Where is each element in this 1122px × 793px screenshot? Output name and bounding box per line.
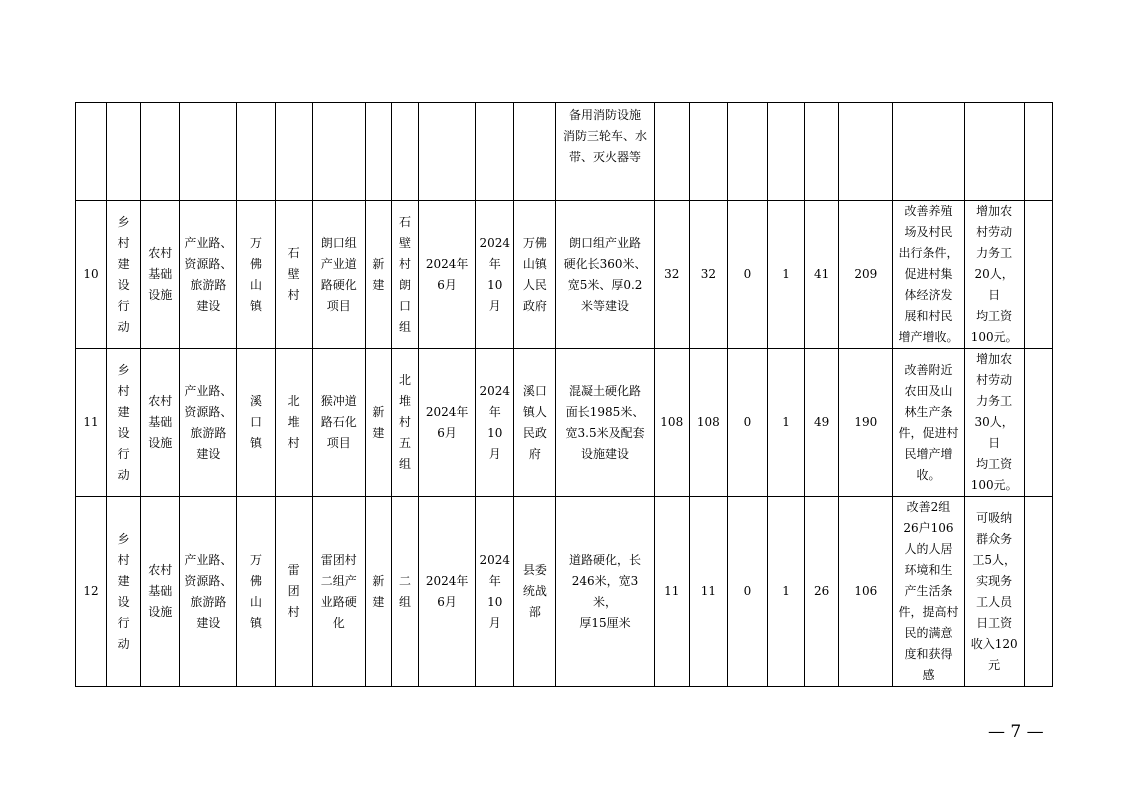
cell-end xyxy=(476,103,514,201)
cell-category: 乡 村 建 设 行 动 xyxy=(107,349,141,497)
cell-town: 万 佛 山 镇 xyxy=(237,497,275,687)
cell-type: 农村 基础 设施 xyxy=(141,201,180,349)
cell-c3: 106 xyxy=(839,497,893,687)
cell-remark xyxy=(1024,349,1052,497)
cell-content: 备用消防设施 消防三轮车、水 带、灭火器等 xyxy=(556,103,654,201)
cell-mechanism: 增加农 村劳动 力务工 30人，日 均工资 100元。 xyxy=(964,349,1024,497)
cell-location: 二 组 xyxy=(391,497,418,687)
cell-other xyxy=(727,103,767,201)
cell-start: 2024年 6月 xyxy=(419,201,476,349)
cell-c3: 209 xyxy=(839,201,893,349)
cell-location: 北 堆 村 五 组 xyxy=(391,349,418,497)
cell-c1: 1 xyxy=(768,349,805,497)
cell-c2: 41 xyxy=(805,201,839,349)
cell-c1: 1 xyxy=(768,497,805,687)
cell-type: 农村 基础 设施 xyxy=(141,497,180,687)
cell-remark xyxy=(1024,497,1052,687)
cell-c2 xyxy=(805,103,839,201)
cell-remark xyxy=(1024,201,1052,349)
cell-benefit xyxy=(893,103,964,201)
cell-nature: 新 建 xyxy=(365,349,391,497)
cell-content: 朗口组产业路 硬化长360米、 宽5米、厚0.2 米等建设 xyxy=(556,201,654,349)
cell-fund: 11 xyxy=(689,497,727,687)
cell-project: 雷团村 二组产 业路硬 化 xyxy=(312,497,365,687)
cell-town: 溪 口 镇 xyxy=(237,349,275,497)
cell-c3 xyxy=(839,103,893,201)
cell-category: 乡 村 建 设 行 动 xyxy=(107,201,141,349)
cell-mechanism: 可吸纳 群众务 工5人， 实现务 工人员 日工资 收入120 元 xyxy=(964,497,1024,687)
cell-remark xyxy=(1024,103,1052,201)
cell-owner: 万佛 山镇 人民 政府 xyxy=(514,201,556,349)
cell-start xyxy=(419,103,476,201)
cell-total xyxy=(654,103,689,201)
cell-village: 北 堆 村 xyxy=(275,349,312,497)
cell-category: 乡 村 建 设 行 动 xyxy=(107,497,141,687)
cell-other: 0 xyxy=(727,497,767,687)
cell-start: 2024年 6月 xyxy=(419,349,476,497)
cell-other: 0 xyxy=(727,201,767,349)
cell-no xyxy=(76,103,107,201)
cell-type: 农村 基础 设施 xyxy=(141,349,180,497)
cell-project: 朗口组 产业道 路硬化 项目 xyxy=(312,201,365,349)
cell-total: 32 xyxy=(654,201,689,349)
cell-benefit: 改善养殖 场及村民 出行条件， 促进村集 体经济发 展和村民 增产增收。 xyxy=(893,201,964,349)
cell-category xyxy=(107,103,141,201)
table-row xyxy=(76,497,1053,687)
cell-subtype: 产业路、 资源路、 旅游路 建设 xyxy=(180,497,237,687)
cell-benefit: 改善2组 26户106 人的人居 环境和生 产生活条 件，提高村 民的满意 度和获得 感 xyxy=(893,497,964,687)
cell-location: 石 壁 村 朗 口 组 xyxy=(391,201,418,349)
cell-c1: 1 xyxy=(768,201,805,349)
cell-no: 11 xyxy=(76,349,107,497)
cell-village xyxy=(275,103,312,201)
cell-nature: 新 建 xyxy=(365,497,391,687)
cell-project: 猴冲道 路石化 项目 xyxy=(312,349,365,497)
cell-c3: 190 xyxy=(839,349,893,497)
cell-owner: 县委 统战 部 xyxy=(514,497,556,687)
cell-location xyxy=(391,103,418,201)
page-number: — 7 — xyxy=(988,722,1044,742)
cell-content: 混凝土硬化路 面长1985米、 宽3.5米及配套 设施建设 xyxy=(556,349,654,497)
cell-end: 2024 年 10 月 xyxy=(476,201,514,349)
cell-no: 12 xyxy=(76,497,107,687)
table-row xyxy=(76,349,1053,497)
cell-end: 2024 年 10 月 xyxy=(476,349,514,497)
cell-fund: 32 xyxy=(689,201,727,349)
cell-other: 0 xyxy=(727,349,767,497)
cell-type xyxy=(141,103,180,201)
cell-village: 雷 团 村 xyxy=(275,497,312,687)
cell-c2: 49 xyxy=(805,349,839,497)
cell-town xyxy=(237,103,275,201)
cell-fund xyxy=(689,103,727,201)
cell-village: 石 壁 村 xyxy=(275,201,312,349)
cell-c2: 26 xyxy=(805,497,839,687)
table-row-continuation xyxy=(76,103,1053,201)
cell-subtype xyxy=(180,103,237,201)
cell-fund: 108 xyxy=(689,349,727,497)
cell-no: 10 xyxy=(76,201,107,349)
cell-total: 11 xyxy=(654,497,689,687)
project-table xyxy=(75,102,1053,687)
cell-mechanism xyxy=(964,103,1024,201)
cell-start: 2024年 6月 xyxy=(419,497,476,687)
cell-total: 108 xyxy=(654,349,689,497)
cell-subtype: 产业路、 资源路、 旅游路 建设 xyxy=(180,349,237,497)
cell-c1 xyxy=(768,103,805,201)
cell-owner xyxy=(514,103,556,201)
cell-owner: 溪口 镇人 民政 府 xyxy=(514,349,556,497)
cell-nature xyxy=(365,103,391,201)
cell-nature: 新 建 xyxy=(365,201,391,349)
cell-project xyxy=(312,103,365,201)
table-row xyxy=(76,201,1053,349)
cell-end: 2024 年 10 月 xyxy=(476,497,514,687)
cell-mechanism: 增加农 村劳动 力务工 20人，日 均工资 100元。 xyxy=(964,201,1024,349)
cell-benefit: 改善附近 农田及山 林生产条 件，促进村 民增产增 收。 xyxy=(893,349,964,497)
cell-content: 道路硬化，长 246米，宽3米， 厚15厘米 xyxy=(556,497,654,687)
cell-subtype: 产业路、 资源路、 旅游路 建设 xyxy=(180,201,237,349)
cell-town: 万 佛 山 镇 xyxy=(237,201,275,349)
